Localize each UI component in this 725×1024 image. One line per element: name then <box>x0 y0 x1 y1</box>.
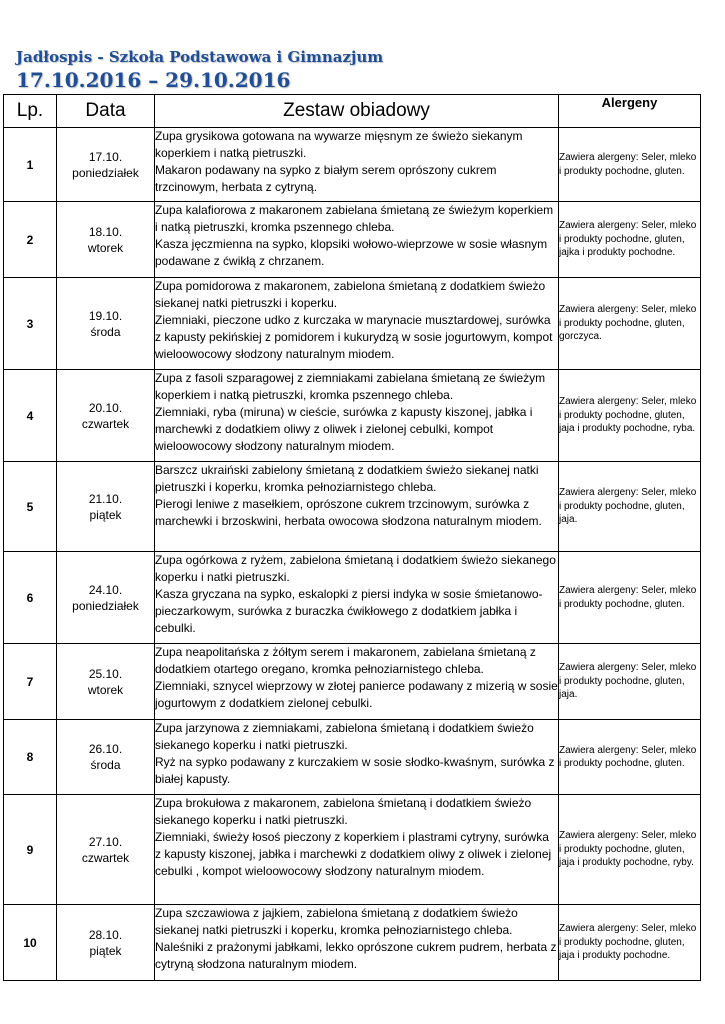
row-allergens: Zawiera alergeny: Seler, mleko i produkty pochodne, gluten, gorczyca. <box>559 278 701 370</box>
row-weekday: poniedziałek <box>72 598 139 613</box>
row-meal: Zupa brokułowa z makaronem, zabielona śmietaną i dodatkiem świeżo siekanego koperku i natki pietruszki. Ziemniaki, świeży łosoś pieczony z koperkiem i plastrami cytryny, surówka z kapusty kiszonej, jabłka i marchewki z dodatkiem oliwy z oliwek i zielonej cebulki , kompot wieloowocowy słodzony naturalnym miodem. <box>155 795 559 905</box>
row-number: 6 <box>4 552 57 644</box>
row-meal: Zupa neapolitańska z żółtym serem i makaronem, zabielana śmietaną z dodatkiem otartego oregano, kromka pełnoziarnistego chleba. Ziemniaki, sznycel wieprzowy w złotej panierce podawany z mizerią w sosie jogurtowym z dodatkiem zielonej cebulki. <box>155 644 559 720</box>
row-meal: Zupa szczawiowa z jajkiem, zabielona śmietaną z dodatkiem świeżo siekanej natki pietruszki i koperku, kromka pełnoziarnistego chleba. Naleśniki z prażonymi jabłkami, lekko oprószone cukrem pudrem, herbata z cytryną słodzona naturalnym miodem. <box>155 905 559 981</box>
row-date-cell <box>57 128 155 202</box>
row-allergens: Zawiera alergeny: Seler, mleko i produkty pochodne, gluten, jajka i produkty pochodne. <box>559 202 701 278</box>
row-date-cell <box>57 795 155 905</box>
row-allergens: Zawiera alergeny: Seler, mleko i produkty pochodne, gluten. <box>559 720 701 795</box>
row-date-cell <box>57 202 155 278</box>
header-meal: Zestaw obiadowy <box>155 95 559 128</box>
row-date: 26.10. <box>88 742 123 756</box>
row-number: 2 <box>4 202 57 278</box>
row-weekday: wtorek <box>87 682 124 697</box>
row-weekday: wtorek <box>87 240 124 255</box>
row-date: 28.10. <box>88 927 123 942</box>
table-row <box>4 462 701 552</box>
row-number: 5 <box>4 462 57 552</box>
row-weekday: środa <box>90 758 121 772</box>
row-meal: Zupa z fasoli szparagowej z ziemniakami zabielana śmietaną ze świeżym koperkiem i natką pietruszki, kromka pszennego chleba. Ziemniaki, ryba (miruna) w cieście, surówka z kapusty kiszonej, jabłka i marchewki z dodatkiem oliwy z oliwek i zielonej cebulki, kompot wieloowocowy słodzony naturalnym miodem. <box>155 370 559 462</box>
row-date-cell <box>57 720 155 795</box>
table-row <box>4 720 701 795</box>
row-weekday: piątek <box>89 507 122 522</box>
row-allergens: Zawiera alergeny: Seler, mleko i produkty pochodne, gluten, jaja i produkty pochodne, ryba. <box>559 370 701 462</box>
row-number: 1 <box>4 128 57 202</box>
row-date: 17.10. <box>88 149 123 164</box>
row-number: 3 <box>4 278 57 370</box>
table-row <box>4 644 701 720</box>
row-date-cell <box>57 644 155 720</box>
row-weekday: piątek <box>89 943 122 958</box>
row-date-cell <box>57 278 155 370</box>
row-meal: Zupa grysikowa gotowana na wywarze mięsnym ze świeżo siekanym koperkiem i natką pietruszki. Makaron podawany na sypko z białym serem oprószony cukrem trzcinowym, herbata z cytryną. <box>155 128 559 202</box>
row-number: 9 <box>4 795 57 905</box>
table-row <box>4 552 701 644</box>
row-number: 7 <box>4 644 57 720</box>
row-meal: Zupa jarzynowa z ziemniakami, zabielona śmietaną i dodatkiem świeżo siekanego koperku i natki pietruszki. Ryż na sypko podawany z kurczakiem w sosie słodko-kwaśnym, surówka z białej kapusty. <box>155 720 559 795</box>
table-row <box>4 128 701 202</box>
row-date-cell <box>57 905 155 981</box>
row-allergens: Zawiera alergeny: Seler, mleko i produkty pochodne, gluten, jaja i produkty pochodne. <box>559 905 701 981</box>
row-allergens: Zawiera alergeny: Seler, mleko i produkty pochodne, gluten. <box>559 552 701 644</box>
row-date: 20.10. <box>88 400 123 415</box>
row-allergens: Zawiera alergeny: Seler, mleko i produkty pochodne, gluten, jaja. <box>559 644 701 720</box>
row-allergens: Zawiera alergeny: Seler, mleko i produkty pochodne, gluten, jaja i produkty pochodne, ryby. <box>559 795 701 905</box>
row-date-cell <box>57 462 155 552</box>
row-number: 4 <box>4 370 57 462</box>
row-date: 21.10. <box>88 491 123 506</box>
header-lp: Lp. <box>4 95 57 128</box>
row-date: 25.10. <box>88 666 123 681</box>
row-number: 8 <box>4 720 57 795</box>
page-header <box>16 48 383 92</box>
row-allergens: Zawiera alergeny: Seler, mleko i produkty pochodne, gluten, jaja. <box>559 462 701 552</box>
row-date: 18.10. <box>88 224 123 239</box>
row-weekday: środa <box>90 324 121 339</box>
table-row <box>4 795 701 905</box>
date-range: 17.10.2016 – 29.10.2016 <box>16 68 291 92</box>
row-weekday: czwartek <box>81 850 130 865</box>
table-header-row <box>4 95 701 128</box>
row-meal: Zupa pomidorowa z makaronem, zabielona śmietaną z dodatkiem świeżo siekanej natki pietruszki i koperku. Ziemniaki, pieczone udko z kurczaka w marynacie musztardowej, surówka z kapusty pekińskiej z pomidorem i kukurydzą w sosie jogurtowym, kompot wieloowocowy słodzony naturalnym miodem. <box>155 278 559 370</box>
row-weekday: czwartek <box>81 416 130 431</box>
row-meal: Zupa kalafiorowa z makaronem zabielana śmietaną ze świeżym koperkiem i natką pietruszki, kromka pszennego chleba. Kasza jęczmienna na sypko, klopsiki wołowo-wieprzowe w sosie własnym podawane z ćwikłą z chrzanem. <box>155 202 559 278</box>
page-title: Jadłospis - Szkoła Podstawowa i Gimnazjum <box>16 48 384 66</box>
row-date-cell <box>57 552 155 644</box>
header-date: Data <box>57 95 155 128</box>
row-meal: Barszcz ukraiński zabielony śmietaną z dodatkiem świeżo siekanej natki pietruszki i koperku, kromka pełnoziarnistego chleba. Pierogi leniwe z masełkiem, oprószone cukrem trzcinowym, surówka z marchewki i brzoskwini, herbata owocowa słodzona naturalnym miodem. <box>155 462 559 552</box>
table-row <box>4 278 701 370</box>
table-row <box>4 905 701 981</box>
row-date: 24.10. <box>88 582 123 597</box>
table-row <box>4 202 701 278</box>
row-date: 19.10. <box>88 308 123 323</box>
row-allergens: Zawiera alergeny: Seler, mleko i produkty pochodne, gluten. <box>559 128 701 202</box>
header-allergens: Alergeny <box>559 95 701 128</box>
row-date-cell <box>57 370 155 462</box>
row-date: 27.10. <box>88 834 123 849</box>
table-row <box>4 370 701 462</box>
menu-table <box>3 94 701 981</box>
row-number: 10 <box>4 905 57 981</box>
row-meal: Zupa ogórkowa z ryżem, zabielona śmietaną i dodatkiem świeżo siekanego koperku i natki pietruszki. Kasza gryczana na sypko, eskalopki z piersi indyka w sosie śmietanowo-pieczarkowym, surówka z buraczka ćwikłowego z dodatkiem jabłka i cebulki. <box>155 552 559 644</box>
row-weekday: poniedziałek <box>72 165 139 180</box>
